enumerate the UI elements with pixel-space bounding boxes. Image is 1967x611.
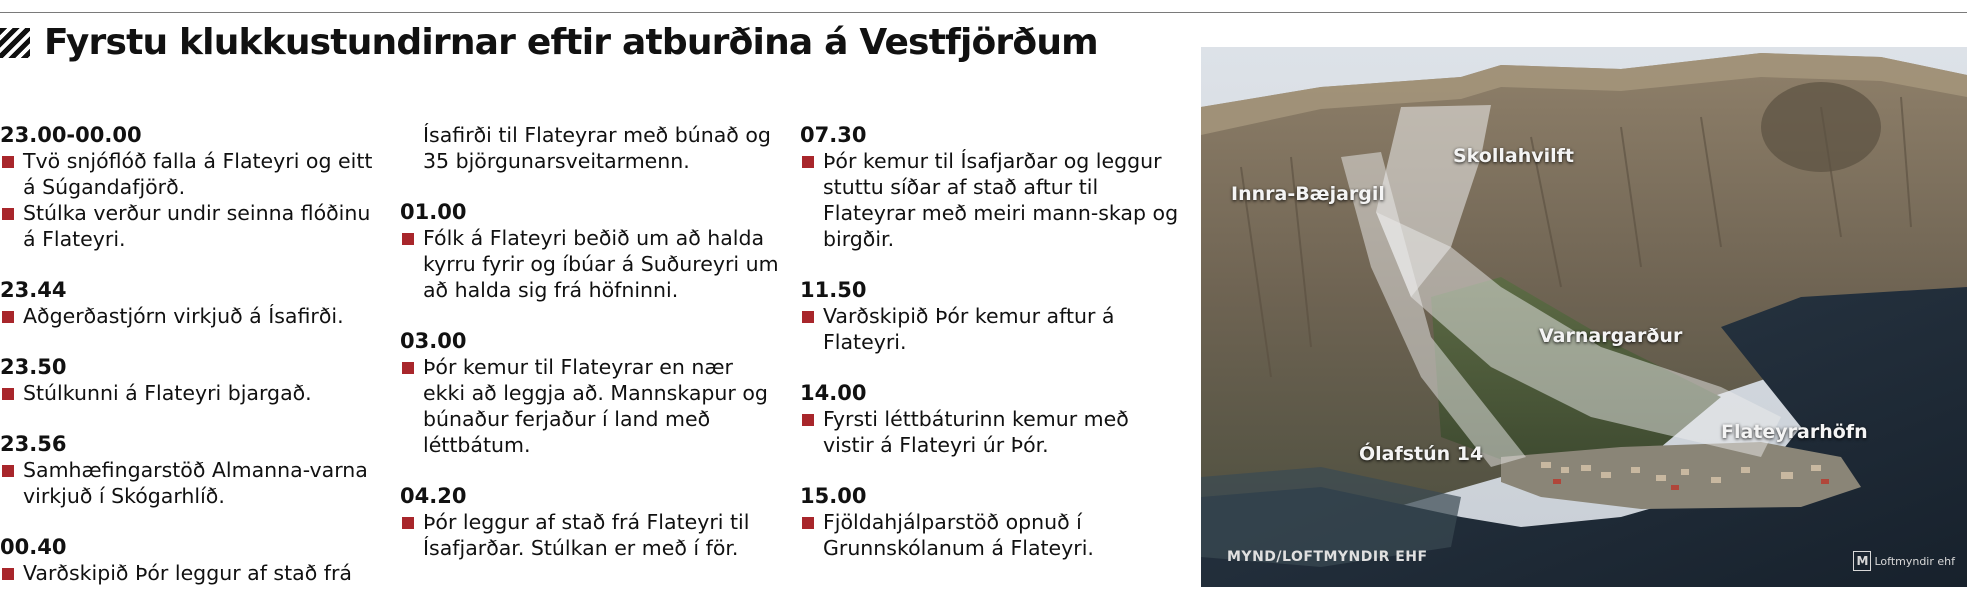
logo-letter: M xyxy=(1853,551,1871,571)
timeline-entry xyxy=(0,354,380,406)
timeline-entry xyxy=(400,199,780,303)
entry-time: 07.30 xyxy=(800,123,867,147)
aerial-photo xyxy=(1201,47,1967,587)
entry-item: Þór kemur til Ísafjarðar og leggur stuttu síðar af stað aftur til Flateyrar með meiri mann-skap og birgðir. xyxy=(800,148,1180,252)
entry-time: 01.00 xyxy=(400,200,467,224)
photo-credit: MYND/LOFTMYNDIR EHF xyxy=(1227,549,1428,565)
timeline-column-2 xyxy=(400,122,780,586)
entry-item: Aðgerðastjórn virkjuð á Ísafirði. xyxy=(0,303,380,329)
timeline-column-3 xyxy=(800,122,1180,586)
entry-time: 14.00 xyxy=(800,381,867,405)
bullet-icon xyxy=(2,388,14,400)
bullet-icon xyxy=(2,208,14,220)
photo-label-skollahvilft: Skollahvilft xyxy=(1453,145,1574,167)
stripes-icon xyxy=(0,28,30,58)
timeline-entry xyxy=(800,483,1180,561)
bullet-icon xyxy=(2,568,14,580)
timeline-entry xyxy=(400,483,780,561)
entry-time: 03.00 xyxy=(400,329,467,353)
entry-time: 15.00 xyxy=(800,484,867,508)
photo-label-flateyrarhofn: Flateyrarhöfn xyxy=(1721,421,1868,443)
top-rule xyxy=(0,12,1967,13)
entry-time: 23.50 xyxy=(0,355,67,379)
timeline-entry-continuation xyxy=(400,122,780,174)
timeline-entry xyxy=(400,328,780,458)
entry-item: Varðskipið Þór kemur aftur á Flateyri. xyxy=(800,303,1180,355)
header xyxy=(0,22,1098,63)
bullet-icon xyxy=(2,465,14,477)
timeline-entry xyxy=(0,277,380,329)
bullet-icon xyxy=(2,156,14,168)
entry-item: Varðskipið Þór leggur af stað frá xyxy=(0,560,380,586)
logo-text: Loftmyndir ehf xyxy=(1874,554,1955,568)
timeline-entry xyxy=(0,122,380,252)
entry-time: 23.00-00.00 xyxy=(0,123,142,147)
entry-time: 11.50 xyxy=(800,278,867,302)
photo-label-olafstun: Ólafstún 14 xyxy=(1359,443,1484,465)
bullet-icon xyxy=(802,414,814,426)
bullet-icon xyxy=(402,362,414,374)
entry-item: Samhæfingarstöð Almanna-varna virkjuð í Skógarhlíð. xyxy=(0,457,380,509)
bullet-icon xyxy=(402,233,414,245)
timeline-entry xyxy=(800,277,1180,355)
photo-label-innra-baejargil: Innra-Bæjargil xyxy=(1231,183,1385,205)
entry-item: Fjöldahjálparstöð opnuð í Grunnskólanum á Flateyri. xyxy=(800,509,1180,561)
timeline-entry xyxy=(800,380,1180,458)
entry-time: 04.20 xyxy=(400,484,467,508)
entry-item: Fólk á Flateyri beðið um að halda kyrru fyrir og íbúar á Suðureyri um að halda sig frá höfninni. xyxy=(400,225,780,303)
entry-item: Þór leggur af stað frá Flateyri til Ísafjarðar. Stúlkan er með í för. xyxy=(400,509,780,561)
bullet-icon xyxy=(802,517,814,529)
entry-time: 00.40 xyxy=(0,535,67,559)
aerial-photo-illustration xyxy=(1201,47,1967,587)
page-title: Fyrstu klukkustundirnar eftir atburðina á Vestfjörðum xyxy=(44,22,1098,63)
photo-label-varnargardur: Varnargarður xyxy=(1539,325,1683,347)
entry-continuation: Ísafirði til Flateyrar með búnað og 35 björgunarsveitarmenn. xyxy=(423,123,771,173)
timeline-entry xyxy=(800,122,1180,252)
bullet-icon xyxy=(802,311,814,323)
entry-time: 23.44 xyxy=(0,278,67,302)
entry-time: 23.56 xyxy=(0,432,67,456)
entry-item: Tvö snjóflóð falla á Flateyri og eitt á Súgandafjörð. xyxy=(0,148,380,200)
timeline-entry xyxy=(0,431,380,509)
entry-item: Þór kemur til Flateyrar en nær ekki að leggja að. Mannskapur og búnaður ferjaður í land með léttbátum. xyxy=(400,354,780,458)
entry-item: Stúlkunni á Flateyri bjargað. xyxy=(0,380,380,406)
timeline-entry xyxy=(0,534,380,586)
loftmyndir-logo xyxy=(1853,551,1955,571)
bullet-icon xyxy=(2,311,14,323)
bullet-icon xyxy=(402,517,414,529)
entry-item: Stúlka verður undir seinna flóðinu á Flateyri. xyxy=(0,200,380,252)
bullet-icon xyxy=(802,156,814,168)
timeline-column-1 xyxy=(0,122,380,611)
entry-item: Fyrsti léttbáturinn kemur með vistir á Flateyri úr Þór. xyxy=(800,406,1180,458)
